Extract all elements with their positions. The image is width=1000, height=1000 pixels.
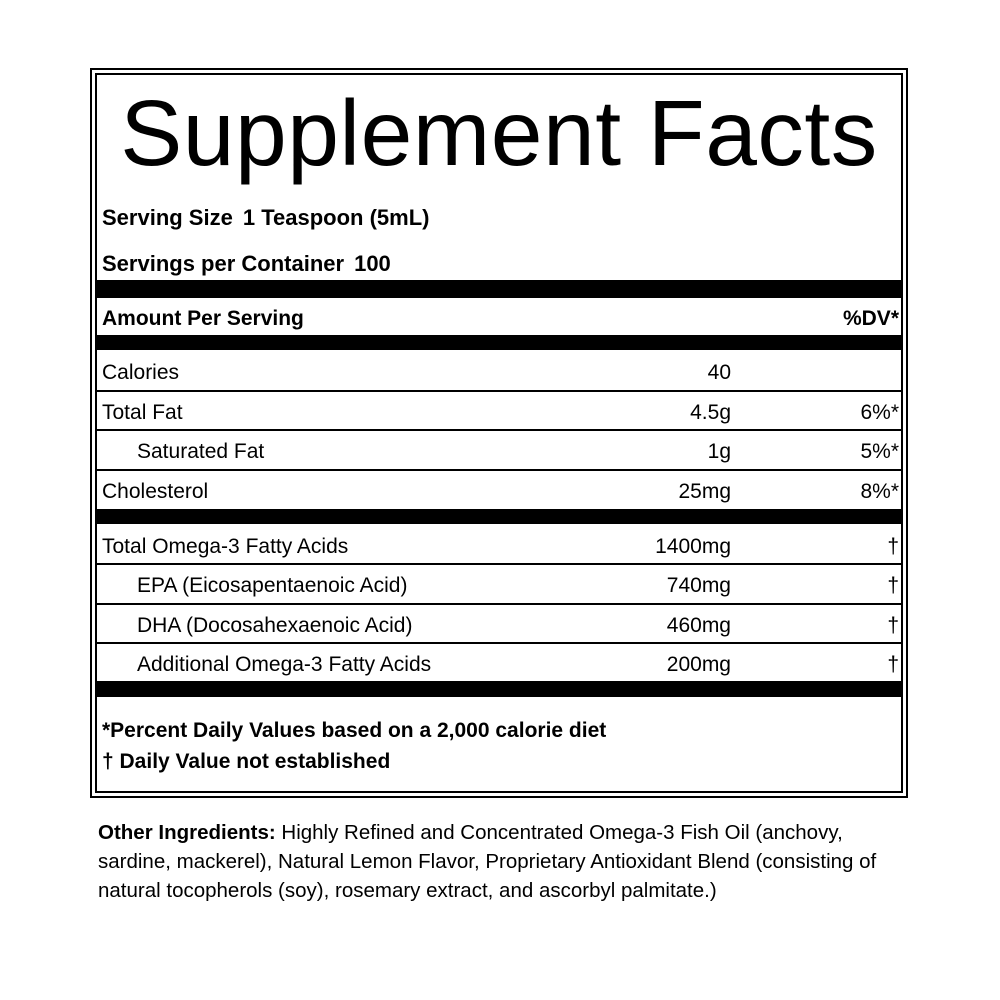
nutrient-amount: 4.5g — [690, 401, 731, 424]
nutrient-name: Total Fat — [102, 401, 183, 424]
nutrient-amount: 200mg — [666, 653, 731, 676]
supplement-facts-panel — [90, 68, 908, 798]
row-divider — [97, 603, 901, 605]
thick-divider — [97, 335, 901, 350]
nutrient-dv: † — [887, 574, 899, 597]
nutrient-name: Additional Omega-3 Fatty Acids — [137, 653, 432, 676]
amount-header-row — [97, 299, 901, 339]
footnote-daily-values: *Percent Daily Values based on a 2,000 calorie diet — [102, 719, 607, 742]
nutrient-row-saturated-fat — [97, 432, 901, 472]
row-divider — [97, 642, 901, 644]
serving-size — [102, 205, 429, 231]
omega-row-dha — [97, 606, 901, 646]
thick-divider — [97, 509, 901, 524]
nutrient-dv: † — [887, 653, 899, 676]
nutrient-amount: 25mg — [678, 480, 731, 503]
omega-row-additional — [97, 645, 901, 685]
serving-size-value: 1 Teaspoon (5mL) — [242, 205, 430, 230]
servings-label: Servings per Container — [102, 251, 345, 276]
row-divider — [97, 469, 901, 471]
nutrient-dv: † — [887, 614, 899, 637]
servings-per-container — [102, 251, 391, 277]
serving-size-label: Serving Size — [102, 205, 233, 230]
row-divider — [97, 390, 901, 392]
nutrient-row-total-fat — [97, 393, 901, 433]
omega-row-epa — [97, 566, 901, 606]
nutrient-amount: 40 — [707, 361, 731, 384]
other-ingredients-text: Highly Refined and Concentrated Omega-3 Fish Oil (anchovy, sardine, mackerel), Natural Lemon Flavor, Proprietary Antioxidant Blend (consisting of natural tocopherols (soy), rosemary extract, and ascorbyl palmitate.) — [98, 821, 877, 902]
nutrient-name: Saturated Fat — [137, 440, 265, 463]
other-ingredients — [98, 818, 918, 905]
amount-per-serving-label: Amount Per Serving — [102, 307, 304, 330]
nutrient-name: Cholesterol — [102, 480, 209, 503]
footnote-dagger: † Daily Value not established — [102, 750, 391, 773]
nutrient-name: Calories — [102, 361, 180, 384]
row-divider — [97, 563, 901, 565]
thick-divider — [97, 681, 901, 697]
nutrient-name: EPA (Eicosapentaenoic Acid) — [137, 574, 408, 597]
row-divider — [97, 429, 901, 431]
thick-divider — [97, 280, 901, 298]
nutrient-dv: 6%* — [860, 401, 899, 424]
nutrient-amount: 1g — [707, 440, 731, 463]
dv-header-label: %DV* — [842, 307, 899, 330]
panel-title: Supplement Facts — [120, 81, 878, 185]
nutrient-amount: 740mg — [666, 574, 731, 597]
nutrient-row-cholesterol — [97, 472, 901, 512]
nutrient-dv: 5%* — [860, 440, 899, 463]
nutrient-dv: 8%* — [860, 480, 899, 503]
other-ingredients-label: Other Ingredients: — [98, 821, 276, 844]
nutrient-amount: 460mg — [666, 614, 731, 637]
servings-value: 100 — [354, 251, 391, 276]
omega-row-total — [97, 527, 901, 567]
nutrient-dv: † — [887, 535, 899, 558]
nutrient-name: DHA (Docosahexaenoic Acid) — [137, 614, 413, 637]
nutrient-row-calories — [97, 353, 901, 393]
nutrient-name: Total Omega-3 Fatty Acids — [102, 535, 349, 558]
supplement-facts-inner-border — [95, 73, 903, 793]
nutrient-amount: 1400mg — [655, 535, 731, 558]
